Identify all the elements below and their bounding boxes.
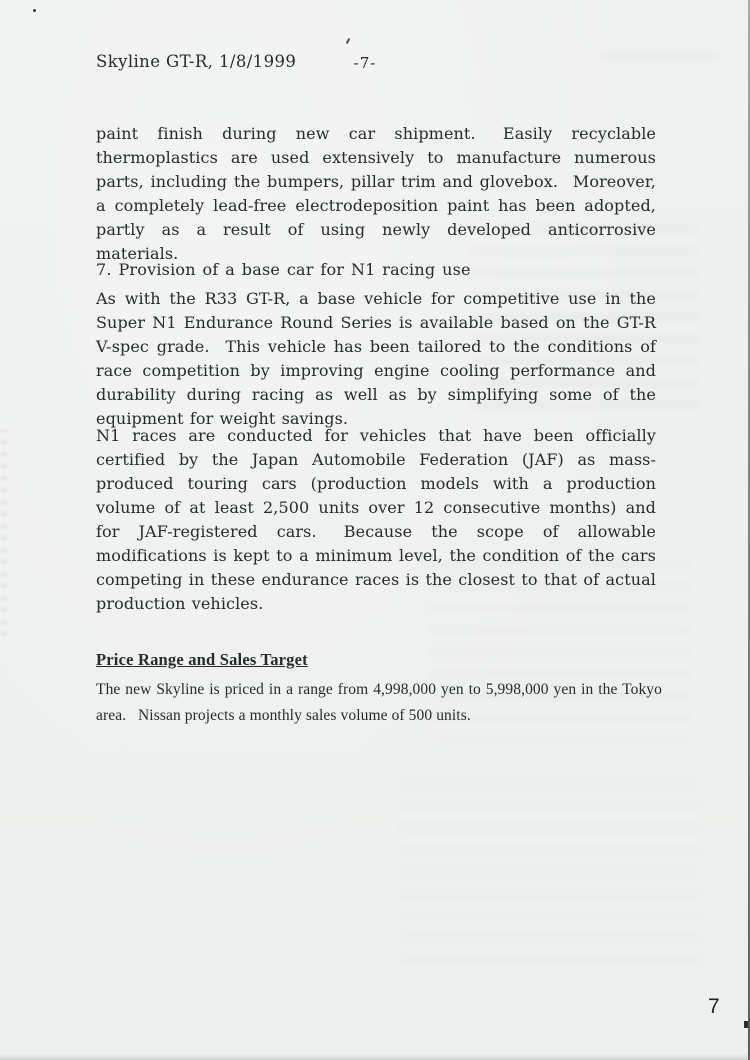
section-7-heading: 7. Provision of a base car for N1 racing use [96,260,471,279]
section-7-paragraph-2: N1 races are conducted for vehicles that have been officially certified by the Japan Automobile Federation (JAF) as mass-produced touring cars (production models with a production volume of at least 2,500 units over 12 consecutive months) and for JAF-registered cars. Because the scope of allowable modifications is kept to a minimum level, the condition of the cars competing in these endurance races is the closest to that of actual production vehicles. [96,426,656,613]
page-number: 7 [708,995,720,1018]
price-section-paragraph: The new Skyline is priced in a range from 4,998,000 yen to 5,998,000 yen in the Tokyo area. Nissan projects a monthly sales volume of 500 units. [96,681,662,724]
pen-tick-mark [346,38,351,44]
scan-corner-mark [744,1021,748,1028]
dust-speck [33,9,36,12]
paragraph-carryover: paint finish during new car shipment. Easily recyclable thermoplastics are used extensively to manufacture numerous parts, including the bumpers, pillar trim and glovebox. Moreover, a completely lead-free electrodeposition paint has been adopted, partly as a result of using newly developed anticorrosive materials. [96,124,656,263]
ink-bleed-through-artifact [600,52,720,70]
scan-edge-shadow [0,1054,750,1060]
document-header-title: Skyline GT-R, 1/8/1999 [96,52,297,71]
price-section-heading: Price Range and Sales Target [96,650,308,669]
section-7-paragraph-1: As with the R33 GT-R, a base vehicle for competitive use in the Super N1 Endurance Round Series is available based on the GT-R V-spec grade. This vehicle has been tailored to the conditions of race competition by improving engine cooling performance and durability during racing as well as by simplifying some of the equipment for weight savings. [96,289,656,428]
document-header-page-marker: -7- [353,54,377,72]
scan-smudge-artifact [0,430,7,640]
ink-bleed-through-artifact [400,780,700,970]
